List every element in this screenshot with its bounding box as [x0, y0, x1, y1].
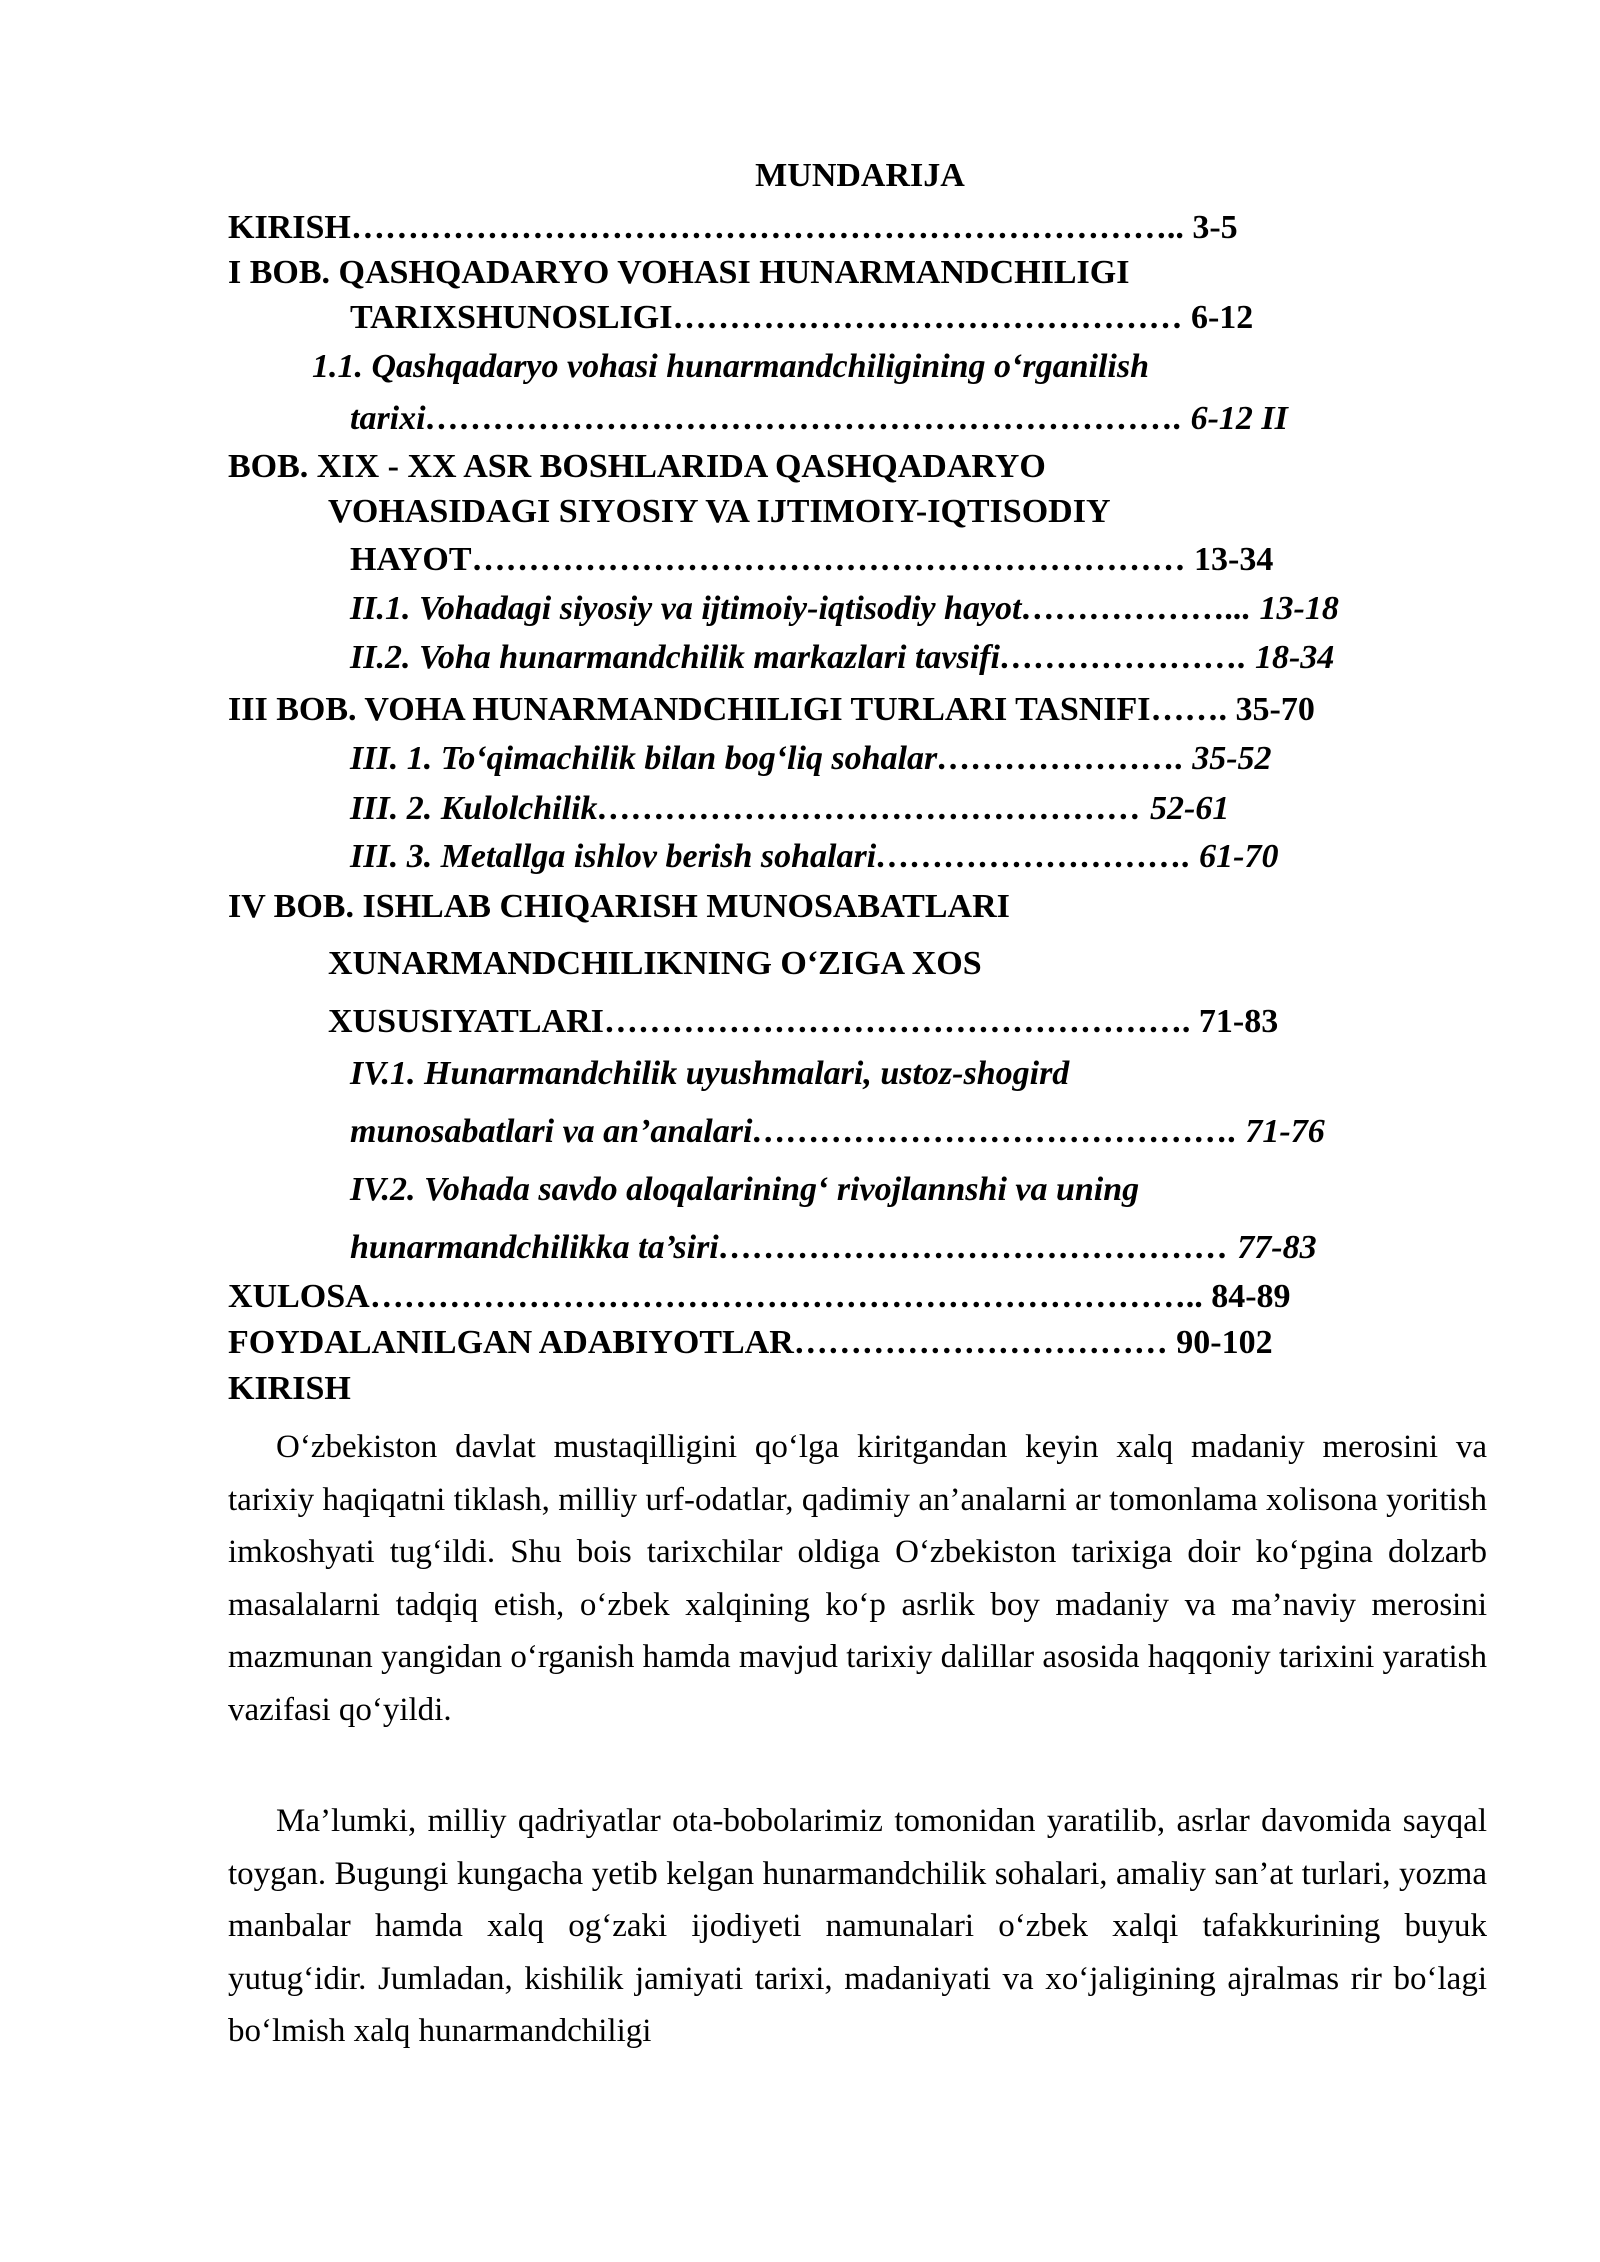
- toc-entry: tarixi…………………………………………………………. 6-12 II: [350, 400, 1288, 437]
- paragraph-text: O‘zbekiston davlat mustaqilligini qo‘lga kiritgandan keyin xalq madaniy merosini va tarixiy haqiqatni tiklash, milliy urf-odatlar, qadimiy an’analarni ar tomonlama xolisona yoritish imkoshyati tug‘ildi. Shu bois tarixchilar oldiga O‘zbekiston tarixiga doir ko‘pgina dolzarb masalalarni tadqiq etish, o‘zbek xalqining ko‘p asrlik boy madaniy va ma’naviy merosini mazmunan yangidan o‘rganish hamda mavjud tarixiy dalillar asosida haqqoniy tarixini yaratish vazifasi qo‘yildi.: [228, 1429, 1487, 1728]
- toc-entry: II.1. Vohadagi siyosiy va ijtimoiy-iqtisodiy hayot………………... 13-18: [350, 590, 1339, 627]
- toc-entry: BOB. XIX - XX ASR BOSHLARIDA QASHQADARYO: [228, 448, 1046, 485]
- toc-title: MUNDARIJA: [755, 157, 965, 194]
- toc-entry: FOYDALANILGAN ADABIYOTLAR…………………………… 90-102: [228, 1324, 1273, 1361]
- toc-entry: HAYOT……………………………………………………… 13-34: [350, 541, 1274, 578]
- toc-entry: III. 3. Metallga ishlov berish sohalari………………………. 61-70: [350, 838, 1279, 875]
- toc-entry: hunarmandchilikka ta’siri……………………………………… 77-83: [350, 1229, 1317, 1266]
- toc-entry: VOHASIDAGI SIYOSIY VA IJTIMOIY-IQTISODIY: [328, 493, 1111, 530]
- toc-entry: IV BOB. ISHLAB CHIQARISH MUNOSABATLARI: [228, 888, 1010, 925]
- toc-entry: III. 2. Kulolchilik………………………………………… 52-61: [350, 790, 1230, 827]
- toc-entry: XULOSA……………………………………………………………….. 84-89: [228, 1278, 1291, 1315]
- paragraph-text: Ma’lumki, milliy qadriyatlar ota-bobolarimiz tomonidan yaratilib, asrlar davomida sayqal toygan. Bugungi kungacha yetib kelgan hunarmandchilik sohalari, amaliy san’at turlari, yozma manbalar hamda xalq og‘zaki ijodiyeti namunalari o‘zbek xalqi tafakkurining buyuk yutug‘idir. Jumladan, kishilik jamiyati tarixi, madaniyati va xo‘jaligining ajralmas rir bo‘lagi bo‘lmish xalq hunarmandchiligi: [228, 1803, 1487, 2049]
- toc-entry: IV.2. Vohada savdo aloqalarining‘ rivojlannshi va uning: [350, 1171, 1140, 1208]
- body-paragraph: [228, 1421, 1487, 1736]
- body-paragraph: [228, 1795, 1487, 2058]
- toc-entry: KIRISH……………………………………………………………….. 3-5: [228, 209, 1238, 246]
- toc-entry: III BOB. VOHA HUNARMANDCHILIGI TURLARI TASNIFI……. 35-70: [228, 691, 1315, 728]
- toc-entry: IV.1. Hunarmandchilik uyushmalari, ustoz-shogird: [350, 1055, 1070, 1092]
- toc-entry: XUSUSIYATLARI……………………………………………. 71-83: [328, 1003, 1279, 1040]
- toc-entry: I BOB. QASHQADARYO VOHASI HUNARMANDCHILIGI: [228, 254, 1130, 291]
- toc-entry: III. 1. To‘qimachilik bilan bog‘liq sohalar…………………. 35-52: [350, 740, 1272, 777]
- toc-entry: XUNARMANDCHILIKNING O‘ZIGA XOS: [328, 945, 982, 982]
- toc-entry: 1.1. Qashqadaryo vohasi hunarmandchiligining o‘rganilish: [312, 348, 1150, 385]
- section-heading: KIRISH: [228, 1370, 351, 1407]
- toc-entry: TARIXSHUNOSLIGI……………………………………… 6-12: [350, 299, 1254, 336]
- toc-entry: munosabatlari va an’analari……………………………………. 71-76: [350, 1113, 1325, 1150]
- toc-entry: II.2. Voha hunarmandchilik markazlari tavsifi…………………. 18-34: [350, 639, 1335, 676]
